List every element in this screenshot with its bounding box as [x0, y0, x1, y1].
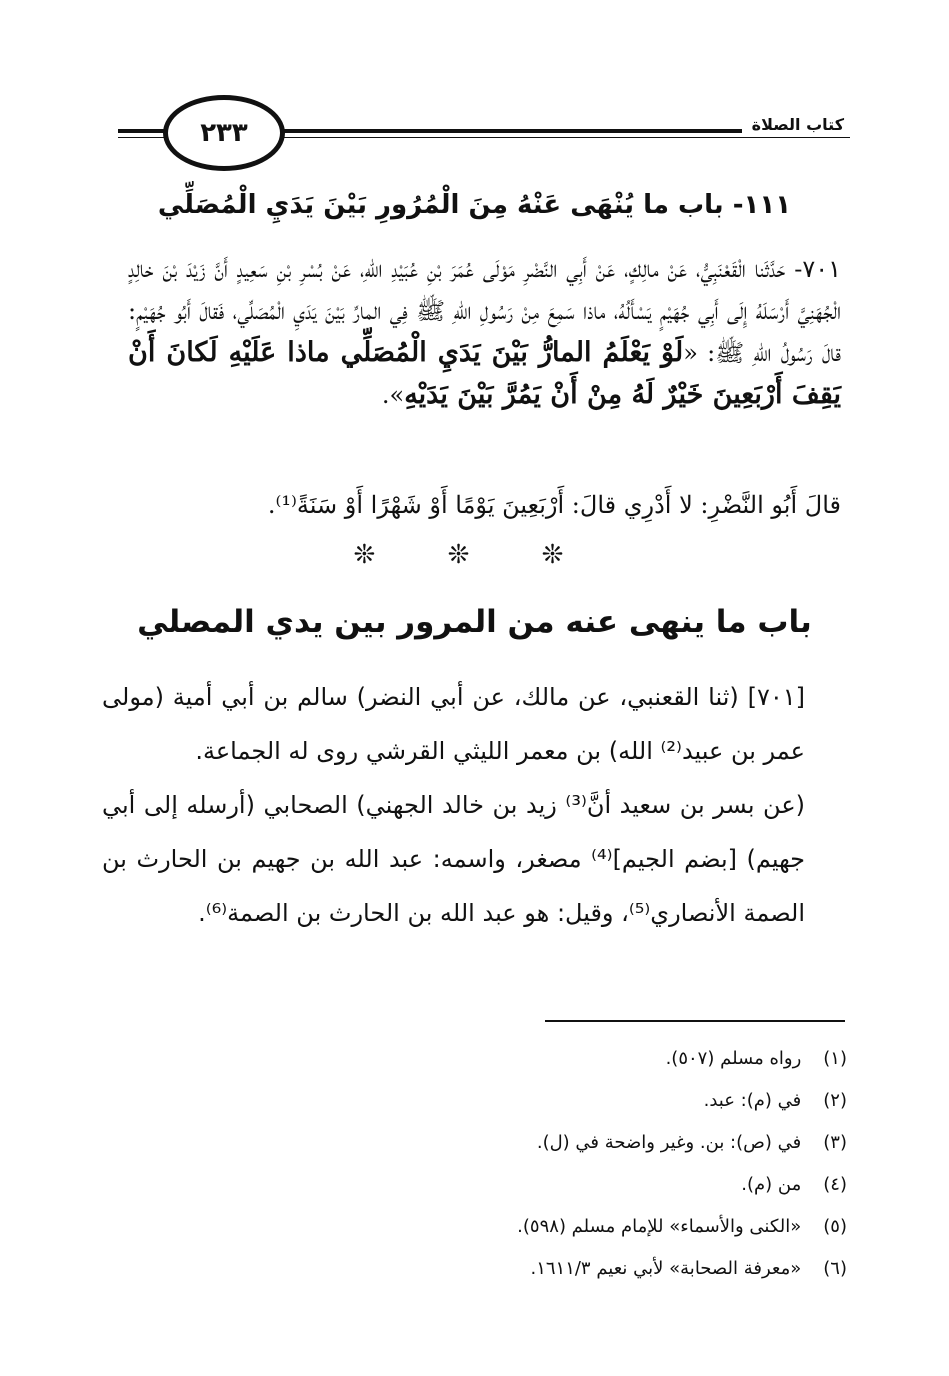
- footnote-text: من (م).: [741, 1174, 802, 1195]
- commentary-paragraph-1: [٧٠١] (ثنا القعنبي، عن مالك، عن أبي النضر) سالم بن أبي أمية (مولى عمر بن عبيد⁽²⁾ الله) بن معمر الليثي القرشي روى له الجماعة.: [102, 683, 805, 765]
- commentary-paragraph-2: (عن بسر بن سعيد أنَّ⁽³⁾ زيد بن خالد الجهني) الصحابي (أرسله إلى أبي جهيم) [بضم الجيم]⁽⁴⁾ مصغر، واسمه: عبد الله بن جهيم بن الحارث بن الصمة الأنصاري⁽⁵⁾، وقيل: هو عبد الله بن الحارث بن الصمة⁽⁶⁾.: [102, 791, 806, 927]
- footnote-number: (٤): [823, 1174, 847, 1195]
- page-number: ٢٣٣: [200, 118, 248, 148]
- hadith-end: ».: [381, 381, 405, 409]
- footnote-1: [247, 1038, 847, 1080]
- footnote-number: (٢): [823, 1090, 847, 1111]
- commentary-heading: باب ما ينهى عنه من المرور بين يدي المصلي: [137, 604, 812, 640]
- running-head-book-title: كتاب الصلاة: [742, 115, 850, 134]
- footnote-2: [247, 1080, 847, 1122]
- footnote-3: [247, 1122, 847, 1164]
- footnote-5: [247, 1206, 847, 1248]
- hadith-matn: لَوْ يَعْلَمُ المارُّ بَيْنَ يَدَيِ الْمُصَلِّي ماذا عَلَيْهِ لَكانَ أَنْ يَقِفَ أَرْبَعِينَ خَيْرٌ لَهُ مِنْ أَنْ يَمُرَّ بَيْنَ يَدَيْهِ: [128, 337, 841, 410]
- narrator-note: قالَ أَبُو النَّضْرِ: لا أَدْرِي قالَ: أَرْبَعِينَ يَوْمًا أَوْ شَهْرًا أَوْ سَنَةً⁽¹⁾.: [267, 491, 841, 519]
- footnote-number: (١): [823, 1048, 847, 1069]
- footnote-number: (٣): [823, 1132, 847, 1153]
- footnote-text: في (ص): بن. وغير واضحة في (ل).: [536, 1132, 802, 1153]
- hadith-isnad: ٧٠١- حَدَّثَنا الْقَعْنَبِيُّ، عَنْ مالِكٍ، عَنْ أَبِي النَّضْرِ مَوْلَى عُمَرَ بْنِ عُبَيْدِ اللهِ، عَنْ بُسْرِ بْنِ سَعِيدٍ أَنَّ زَيْدَ بْنَ خالِدٍ الْجُهَنِيَّ أَرْسَلَهُ إِلَى أَبِي جُهَيْمٍ يَسْأَلُهُ، ماذا سَمِعَ مِنْ رَسُولِ اللهِ ﷺ فِي المارِّ بَيْنَ يَدَيِ الْمُصَلِّي، فَقالَ أَبُو جُهَيْمٍ: قالَ رَسُولُ اللهِ ﷺ: «: [128, 255, 841, 367]
- footnotes: [247, 1038, 847, 1290]
- hadith-text: [128, 248, 841, 416]
- footnote-4: [247, 1164, 847, 1206]
- page-number-oval: [163, 95, 285, 171]
- footnote-text: في (م): عبد.: [703, 1090, 802, 1111]
- footnote-6: [247, 1248, 847, 1290]
- commentary-body: [102, 670, 847, 940]
- footnote-number: (٥): [823, 1216, 847, 1237]
- footnote-text: «الكنى والأسماء» للإمام مسلم (٥٩٨).: [517, 1216, 802, 1237]
- footnote-number: (٦): [823, 1258, 847, 1279]
- chapter-heading: ١١١- باب ما يُنْهَى عَنْهُ مِنَ الْمُرُورِ بَيْنَ يَدَيِ الْمُصَلِّي: [157, 190, 792, 220]
- section-separator: ❊ ❊ ❊: [353, 540, 596, 570]
- footnote-text: «معرفة الصحابة» لأبي نعيم ١٦١١/٣.: [530, 1258, 802, 1279]
- footnote-separator: [545, 1020, 845, 1022]
- footnote-text: رواه مسلم (٥٠٧).: [665, 1048, 802, 1069]
- page-header: [118, 95, 850, 175]
